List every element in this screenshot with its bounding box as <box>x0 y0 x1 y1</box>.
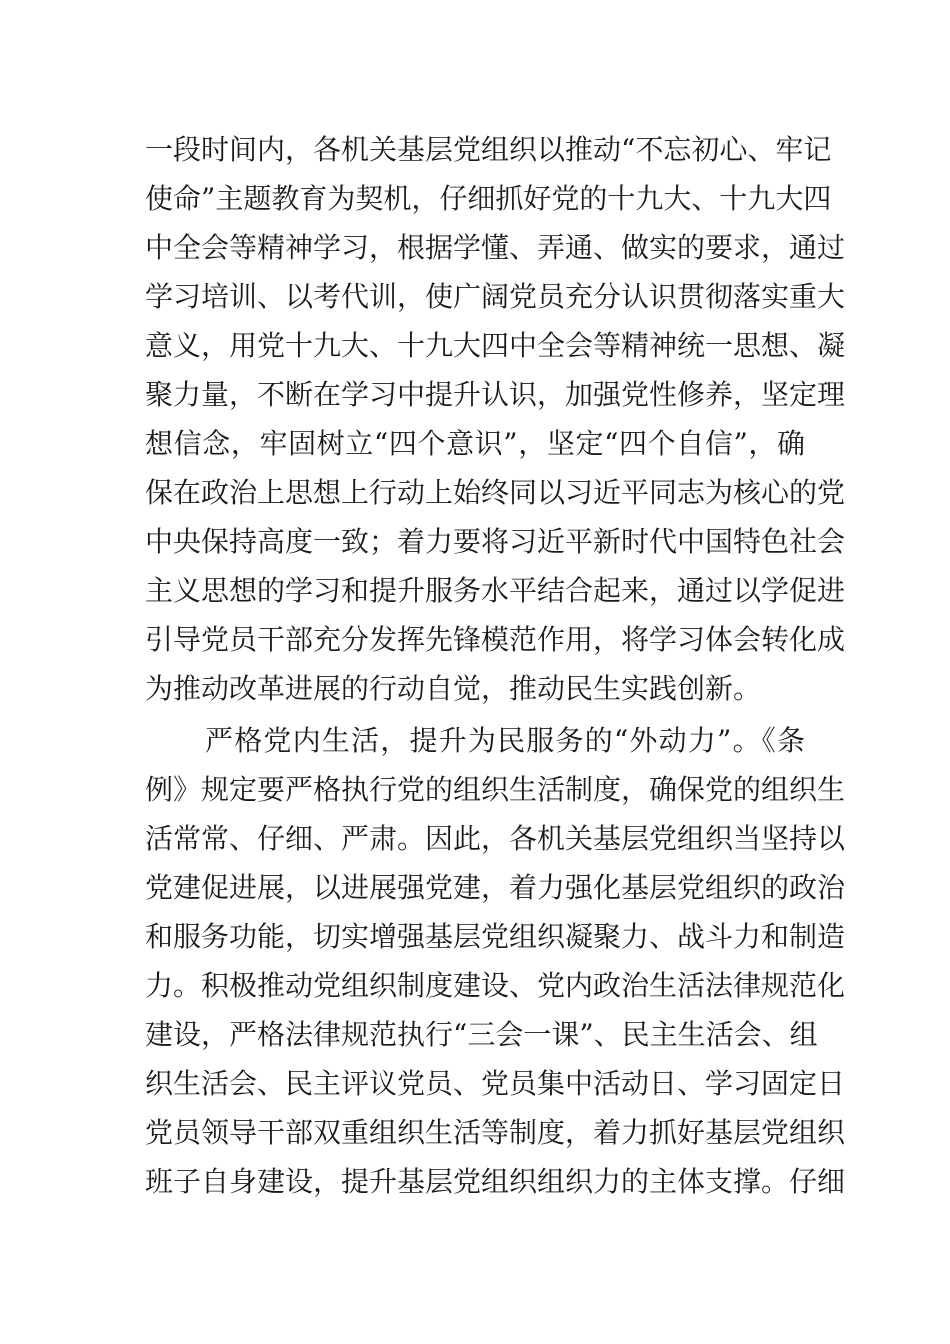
paragraph-line: 意义，用党十九大、十九大四中全会等精神统一思想、凝 <box>145 329 846 362</box>
paragraph-line: 聚力量，不断在学习中提升认识，加强党性修养，坚定理 <box>145 378 846 411</box>
paragraph-line: 保在政治上思想上行动上始终同以习近平同志为核心的党 <box>145 476 846 509</box>
paragraph-line: 为推动改革进展的行动自觉，推动民生实践创新。 <box>145 672 762 705</box>
paragraph-line: 严格党内生活，提升为民服务的“外动力”。《条 <box>205 724 805 757</box>
paragraph-line: 活常常、仔细、严肃。因此，各机关基层党组织当坚持以 <box>145 822 846 855</box>
paragraph-line: 中央保持高度一致；着力要将习近平新时代中国特色社会 <box>145 525 846 558</box>
paragraph-line: 主义思想的学习和提升服务水平结合起来，通过以学促进 <box>145 574 846 607</box>
paragraph-line: 一段时间内，各机关基层党组织以推动“不忘初心、牢记 <box>145 133 832 166</box>
paragraph-line: 引导党员干部充分发挥先锋模范作用，将学习体会转化成 <box>145 623 846 656</box>
paragraph-line: 学习培训、以考代训，使广阔党员充分认识贯彻落实重大 <box>145 280 846 313</box>
paragraph-line: 党建促进展，以进展强党建，着力强化基层党组织的政治 <box>145 871 846 904</box>
paragraph-line: 党员领导干部双重组织生活等制度，着力抓好基层党组织 <box>145 1116 846 1149</box>
paragraph-line: 和服务功能，切实增强基层党组织凝聚力、战斗力和制造 <box>145 920 846 953</box>
paragraph-line: 织生活会、民主评议党员、党员集中活动日、学习固定日 <box>145 1067 846 1100</box>
paragraph-line: 中全会等精神学习，根据学懂、弄通、做实的要求，通过 <box>145 231 846 264</box>
paragraph-line: 例》规定要严格执行党的组织生活制度，确保党的组织生 <box>145 773 846 806</box>
paragraph-line: 想信念，牢固树立“四个意识”，坚定“四个自信”，确 <box>145 427 805 460</box>
paragraph-line: 使命”主题教育为契机，仔细抓好党的十九大、十九大四 <box>145 182 832 215</box>
paragraph-line: 建设，严格法律规范执行“三会一课”、民主生活会、组 <box>145 1018 818 1051</box>
paragraph-line: 班子自身建设，提升基层党组织组织力的主体支撑。仔细 <box>145 1165 846 1198</box>
paragraph-line: 力。积极推动党组织制度建设、党内政治生活法律规范化 <box>145 969 846 1002</box>
